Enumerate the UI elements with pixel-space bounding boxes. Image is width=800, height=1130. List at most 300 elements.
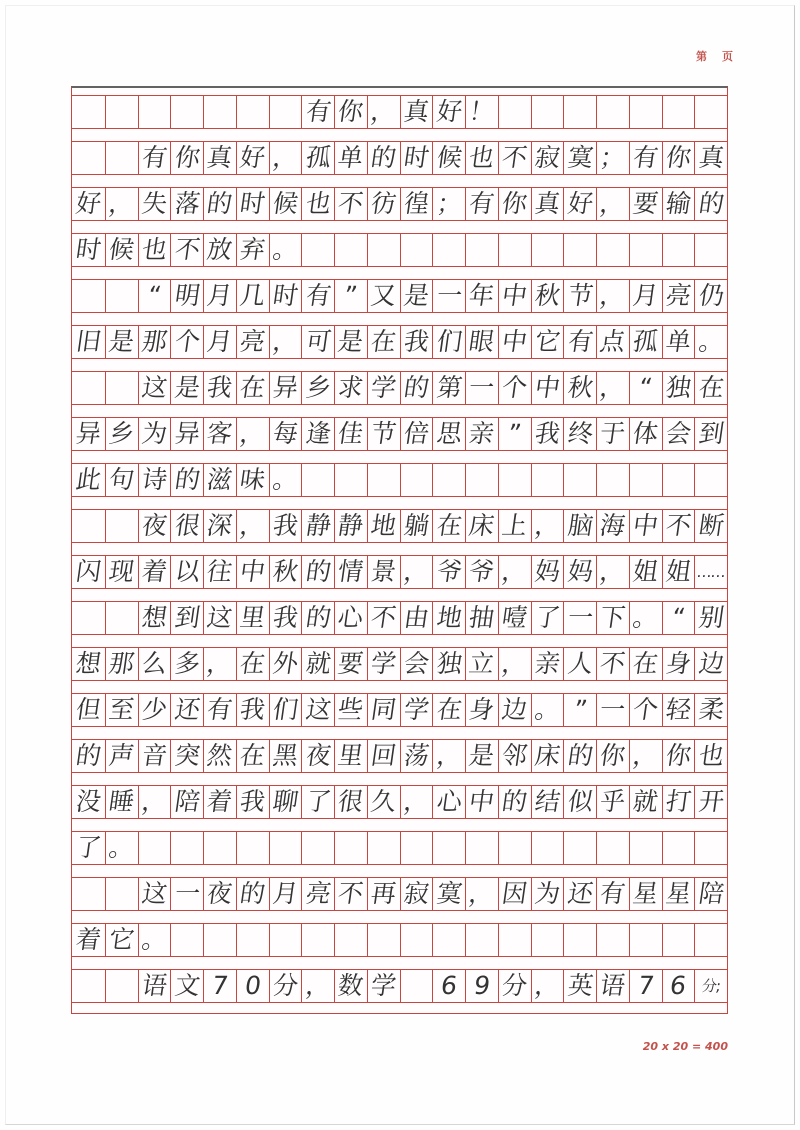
grid-cell bbox=[138, 372, 171, 404]
handwritten-character: ” bbox=[506, 419, 524, 448]
grid-cell bbox=[563, 234, 596, 266]
grid-cell bbox=[301, 602, 334, 634]
grid-cell bbox=[498, 740, 531, 772]
grid-cell bbox=[170, 142, 203, 174]
grid-cell bbox=[236, 602, 269, 634]
grid-cell bbox=[72, 142, 105, 174]
grid-cell bbox=[465, 648, 498, 680]
handwritten-character: 。 bbox=[107, 833, 137, 862]
handwritten-character: 一 bbox=[598, 695, 628, 724]
handwritten-character: 的 bbox=[565, 741, 595, 770]
handwritten-character: 在 bbox=[696, 373, 726, 402]
grid-cell bbox=[563, 970, 596, 1002]
handwritten-character: 不 bbox=[369, 603, 399, 632]
grid-cell bbox=[105, 464, 138, 496]
handwritten-character: 秋 bbox=[270, 557, 300, 586]
grid-cell bbox=[105, 188, 138, 220]
grid-cell bbox=[334, 418, 367, 450]
handwritten-character: 心 bbox=[434, 787, 464, 816]
grid-cell bbox=[694, 878, 727, 910]
handwritten-character: 妈 bbox=[532, 557, 562, 586]
grid-cell bbox=[400, 142, 433, 174]
handwritten-character: 有 bbox=[598, 879, 628, 908]
grid-cell bbox=[367, 142, 400, 174]
grid-cell bbox=[662, 372, 695, 404]
handwritten-character: 想 bbox=[73, 649, 103, 678]
grid-cell bbox=[236, 142, 269, 174]
grid-cell bbox=[138, 556, 171, 588]
grid-cell bbox=[432, 372, 465, 404]
handwritten-character: 一 bbox=[565, 603, 595, 632]
grid-cell bbox=[301, 832, 334, 864]
handwritten-character: 再 bbox=[369, 879, 399, 908]
handwritten-character: 星 bbox=[663, 879, 693, 908]
grid-cell bbox=[563, 326, 596, 358]
grid-cell bbox=[662, 694, 695, 726]
handwritten-character: 亮 bbox=[663, 281, 693, 310]
handwritten-character: 脑 bbox=[565, 511, 595, 540]
handwritten-character: ， bbox=[369, 97, 399, 126]
grid-cell bbox=[498, 648, 531, 680]
handwritten-character: 的 bbox=[303, 603, 333, 632]
grid-cell bbox=[170, 510, 203, 542]
handwritten-character: 的 bbox=[500, 787, 530, 816]
grid-cell bbox=[563, 510, 596, 542]
handwritten-character: 地 bbox=[369, 511, 399, 540]
grid-cell bbox=[465, 234, 498, 266]
handwritten-character: 陪 bbox=[172, 787, 202, 816]
grid-cell bbox=[72, 372, 105, 404]
grid-cell bbox=[694, 970, 727, 1002]
grid-cell bbox=[105, 372, 138, 404]
handwritten-character: 了 bbox=[73, 833, 103, 862]
grid-cell bbox=[367, 740, 400, 772]
grid-cell bbox=[432, 970, 465, 1002]
grid-cell bbox=[629, 418, 662, 450]
grid-cell bbox=[432, 142, 465, 174]
grid-cell bbox=[170, 786, 203, 818]
grid-cell bbox=[105, 326, 138, 358]
handwritten-character: 多 bbox=[172, 649, 202, 678]
grid-cell bbox=[203, 648, 236, 680]
text-row bbox=[72, 693, 727, 727]
grid-cell bbox=[662, 786, 695, 818]
grid-cell bbox=[563, 924, 596, 956]
grid-cell bbox=[367, 188, 400, 220]
grid-cell bbox=[170, 464, 203, 496]
grid-cell bbox=[138, 602, 171, 634]
grid-cell bbox=[72, 418, 105, 450]
handwritten-character: 还 bbox=[172, 695, 202, 724]
grid-cell bbox=[596, 464, 629, 496]
grid-cell bbox=[301, 326, 334, 358]
handwritten-character: 为 bbox=[532, 879, 562, 908]
handwritten-character: 时 bbox=[73, 235, 103, 264]
handwritten-character: 会 bbox=[401, 649, 431, 678]
grid-cell bbox=[400, 464, 433, 496]
grid-cell bbox=[138, 970, 171, 1002]
grid-cell bbox=[334, 602, 367, 634]
grid-cell bbox=[400, 188, 433, 220]
grid-cell bbox=[629, 556, 662, 588]
grid-cell bbox=[662, 832, 695, 864]
grid-cell bbox=[498, 556, 531, 588]
grid-cell bbox=[531, 970, 564, 1002]
handwritten-character: 好 bbox=[73, 189, 103, 218]
grid-cell bbox=[170, 280, 203, 312]
text-row bbox=[72, 233, 727, 267]
handwritten-character: 乡 bbox=[303, 373, 333, 402]
grid-cell bbox=[465, 188, 498, 220]
grid-cell bbox=[563, 648, 596, 680]
text-row bbox=[72, 141, 727, 175]
handwritten-character: 现 bbox=[107, 557, 137, 586]
handwritten-character: 月 bbox=[205, 327, 235, 356]
grid-cell bbox=[400, 970, 433, 1002]
handwritten-character: 。 bbox=[532, 695, 562, 724]
handwritten-character: 下 bbox=[598, 603, 628, 632]
grid-cell bbox=[662, 924, 695, 956]
grid-cell bbox=[465, 786, 498, 818]
handwritten-character: 那 bbox=[107, 649, 137, 678]
grid-cell bbox=[367, 372, 400, 404]
grid-cell bbox=[432, 96, 465, 128]
handwritten-character: ， bbox=[139, 787, 169, 816]
handwritten-character: 结 bbox=[532, 787, 562, 816]
handwritten-character: 真 bbox=[205, 143, 235, 172]
grid-cell bbox=[105, 96, 138, 128]
grid-cell bbox=[694, 280, 727, 312]
handwritten-character: 。 bbox=[631, 603, 661, 632]
handwritten-character: 中 bbox=[238, 557, 268, 586]
grid-cell bbox=[662, 326, 695, 358]
handwritten-character: 黑 bbox=[270, 741, 300, 770]
handwritten-character: 深 bbox=[205, 511, 235, 540]
grid-cell bbox=[72, 510, 105, 542]
grid-cell bbox=[236, 280, 269, 312]
handwritten-character: 在 bbox=[238, 741, 268, 770]
grid-cell bbox=[563, 418, 596, 450]
text-row bbox=[72, 371, 727, 405]
grid-cell bbox=[269, 188, 302, 220]
handwritten-character: “ bbox=[145, 281, 163, 310]
grid-cell bbox=[236, 326, 269, 358]
handwritten-character: 是 bbox=[467, 741, 497, 770]
handwritten-character: 终 bbox=[565, 419, 595, 448]
grid-cell bbox=[236, 970, 269, 1002]
handwritten-character: 数 bbox=[336, 971, 366, 1000]
grid-cell bbox=[662, 878, 695, 910]
handwritten-character: 学 bbox=[401, 695, 431, 724]
handwritten-character: 输 bbox=[663, 189, 693, 218]
grid-cell bbox=[367, 924, 400, 956]
handwritten-character: 语 bbox=[139, 971, 169, 1000]
handwritten-character: 轻 bbox=[663, 695, 693, 724]
handwritten-character: 聊 bbox=[270, 787, 300, 816]
handwritten-character: 学 bbox=[369, 971, 399, 1000]
grid-cell bbox=[138, 786, 171, 818]
handwritten-character: 没 bbox=[73, 787, 103, 816]
handwritten-character: 有 bbox=[303, 97, 333, 126]
grid-cell bbox=[105, 418, 138, 450]
grid-cell bbox=[400, 556, 433, 588]
handwritten-character: ； bbox=[598, 143, 628, 172]
handwritten-character: 6 bbox=[668, 971, 689, 1000]
grid-cell bbox=[367, 556, 400, 588]
handwritten-character: 学 bbox=[369, 649, 399, 678]
handwritten-character: 也 bbox=[139, 235, 169, 264]
grid-cell bbox=[138, 464, 171, 496]
handwritten-character: 学 bbox=[369, 373, 399, 402]
grid-cell bbox=[170, 234, 203, 266]
grid-cell bbox=[203, 786, 236, 818]
handwritten-character: 好 bbox=[565, 189, 595, 218]
grid-cell bbox=[105, 924, 138, 956]
grid-cell bbox=[694, 510, 727, 542]
grid-cell bbox=[367, 602, 400, 634]
handwritten-character: 噎 bbox=[500, 603, 530, 632]
handwritten-character: 它 bbox=[532, 327, 562, 356]
handwritten-character: 中 bbox=[500, 281, 530, 310]
page-number-label: 第 页 bbox=[696, 50, 735, 63]
grid-cell bbox=[334, 188, 367, 220]
handwritten-character: 静 bbox=[303, 511, 333, 540]
grid-cell bbox=[105, 970, 138, 1002]
grid-cell bbox=[694, 832, 727, 864]
grid-cell bbox=[694, 234, 727, 266]
grid-cell bbox=[498, 924, 531, 956]
handwritten-character: 不 bbox=[663, 511, 693, 540]
handwritten-character: 明 bbox=[172, 281, 202, 310]
handwritten-character: 异 bbox=[172, 419, 202, 448]
grid-cell bbox=[465, 832, 498, 864]
grid-cell bbox=[694, 924, 727, 956]
grid-cell bbox=[367, 464, 400, 496]
handwritten-character: 夜 bbox=[205, 879, 235, 908]
grid-cell bbox=[465, 142, 498, 174]
grid-cell bbox=[596, 326, 629, 358]
grid-cell bbox=[662, 648, 695, 680]
grid-cell bbox=[694, 648, 727, 680]
grid-cell bbox=[498, 878, 531, 910]
grid-cell bbox=[301, 740, 334, 772]
handwritten-character: 时 bbox=[238, 189, 268, 218]
grid-cell bbox=[203, 234, 236, 266]
handwritten-character: 时 bbox=[270, 281, 300, 310]
grid-cell bbox=[432, 694, 465, 726]
grid-cell bbox=[465, 418, 498, 450]
grid-cell bbox=[563, 280, 596, 312]
grid-cell bbox=[269, 832, 302, 864]
grid-cell bbox=[105, 878, 138, 910]
handwritten-character: 又 bbox=[369, 281, 399, 310]
handwritten-character: 要 bbox=[336, 649, 366, 678]
grid-cell bbox=[629, 372, 662, 404]
handwritten-character: 孤 bbox=[631, 327, 661, 356]
grid-cell bbox=[105, 510, 138, 542]
grid-cell bbox=[367, 878, 400, 910]
grid-cell bbox=[367, 510, 400, 542]
handwritten-character: 第 bbox=[434, 373, 464, 402]
grid-cell bbox=[236, 96, 269, 128]
grid-cell bbox=[269, 786, 302, 818]
grid-cell bbox=[662, 142, 695, 174]
grid-cell bbox=[465, 694, 498, 726]
grid-cell bbox=[662, 602, 695, 634]
grid-cell bbox=[72, 602, 105, 634]
handwritten-character: 秋 bbox=[532, 281, 562, 310]
text-row bbox=[72, 95, 727, 129]
grid-cell bbox=[367, 648, 400, 680]
handwritten-character: 语 bbox=[598, 971, 628, 1000]
handwritten-character: 姐 bbox=[631, 557, 661, 586]
handwritten-character: 句 bbox=[107, 465, 137, 494]
grid-cell bbox=[170, 326, 203, 358]
handwritten-character: 有 bbox=[565, 327, 595, 356]
grid-cell bbox=[596, 372, 629, 404]
grid-cell bbox=[334, 878, 367, 910]
grid-cell bbox=[400, 694, 433, 726]
handwritten-character: 不 bbox=[598, 649, 628, 678]
grid-cell bbox=[72, 188, 105, 220]
handwritten-character: 你 bbox=[500, 189, 530, 218]
handwritten-character: 每 bbox=[270, 419, 300, 448]
grid-cell bbox=[72, 648, 105, 680]
grid-cell bbox=[367, 326, 400, 358]
handwritten-character: 单 bbox=[663, 327, 693, 356]
handwritten-character: 在 bbox=[434, 511, 464, 540]
handwritten-character: 边 bbox=[696, 649, 726, 678]
handwritten-character: 些 bbox=[336, 695, 366, 724]
text-row bbox=[72, 509, 727, 543]
grid-cell bbox=[138, 96, 171, 128]
grid-cell bbox=[72, 924, 105, 956]
grid-cell bbox=[498, 188, 531, 220]
handwritten-character: 你 bbox=[172, 143, 202, 172]
grid-cell bbox=[563, 740, 596, 772]
grid-cell bbox=[138, 694, 171, 726]
grid-cell bbox=[432, 234, 465, 266]
handwritten-character: ， bbox=[107, 189, 137, 218]
handwritten-character: 6 bbox=[439, 971, 460, 1000]
handwritten-character: 妈 bbox=[565, 557, 595, 586]
handwritten-character: ， bbox=[303, 971, 333, 1000]
grid-cell bbox=[400, 832, 433, 864]
grid-cell bbox=[694, 372, 727, 404]
grid-count-note: 20 x 20 = 400 bbox=[642, 1040, 728, 1053]
grid-cell bbox=[662, 970, 695, 1002]
grid-cell bbox=[629, 280, 662, 312]
handwritten-character: 它 bbox=[107, 925, 137, 954]
handwritten-character: 外 bbox=[270, 649, 300, 678]
grid-cell bbox=[694, 96, 727, 128]
grid-cell bbox=[596, 234, 629, 266]
handwritten-character: 就 bbox=[631, 787, 661, 816]
grid-cell bbox=[531, 96, 564, 128]
handwritten-character: 个 bbox=[500, 373, 530, 402]
text-row bbox=[72, 831, 727, 865]
handwritten-character: 我 bbox=[270, 603, 300, 632]
grid-cell bbox=[138, 326, 171, 358]
handwritten-character: 同 bbox=[369, 695, 399, 724]
grid-cell bbox=[334, 648, 367, 680]
grid-cell bbox=[269, 556, 302, 588]
grid-cell bbox=[138, 648, 171, 680]
grid-cell bbox=[531, 142, 564, 174]
grid-cell bbox=[334, 464, 367, 496]
handwritten-character: 会 bbox=[663, 419, 693, 448]
handwritten-character: 落 bbox=[172, 189, 202, 218]
grid-cell bbox=[531, 372, 564, 404]
grid-cell bbox=[400, 602, 433, 634]
handwritten-character: 的 bbox=[172, 465, 202, 494]
grid-cell bbox=[596, 832, 629, 864]
handwritten-character: 滋 bbox=[205, 465, 235, 494]
grid-cell bbox=[596, 96, 629, 128]
grid-cell bbox=[170, 694, 203, 726]
grid-cell bbox=[236, 234, 269, 266]
grid-cell bbox=[400, 740, 433, 772]
grid-cell bbox=[662, 464, 695, 496]
handwritten-character: 着 bbox=[73, 925, 103, 954]
handwritten-character: 的 bbox=[73, 741, 103, 770]
handwritten-character: 也 bbox=[303, 189, 333, 218]
handwritten-character: 突 bbox=[172, 741, 202, 770]
grid-cell bbox=[72, 326, 105, 358]
grid-cell bbox=[662, 556, 695, 588]
handwritten-character: 寂 bbox=[532, 143, 562, 172]
handwritten-character: 身 bbox=[663, 649, 693, 678]
handwritten-character: 在 bbox=[238, 649, 268, 678]
handwritten-character: 味 bbox=[238, 465, 268, 494]
grid-cell bbox=[334, 556, 367, 588]
text-row bbox=[72, 187, 727, 221]
grid-cell bbox=[498, 510, 531, 542]
grid-cell bbox=[432, 464, 465, 496]
grid-cell bbox=[236, 556, 269, 588]
grid-cell bbox=[203, 510, 236, 542]
grid-cell bbox=[531, 602, 564, 634]
handwritten-character: 异 bbox=[73, 419, 103, 448]
grid-cell bbox=[138, 740, 171, 772]
handwritten-character: 候 bbox=[434, 143, 464, 172]
grid-cell bbox=[400, 648, 433, 680]
handwritten-character: 你 bbox=[663, 143, 693, 172]
grid-cell bbox=[432, 280, 465, 312]
handwritten-character: 到 bbox=[172, 603, 202, 632]
grid-cell bbox=[301, 694, 334, 726]
handwritten-character: ， bbox=[401, 557, 431, 586]
handwritten-character: 乎 bbox=[598, 787, 628, 816]
handwritten-character: 真 bbox=[401, 97, 431, 126]
handwritten-character: 逢 bbox=[303, 419, 333, 448]
grid-cell bbox=[694, 418, 727, 450]
grid-cell bbox=[105, 556, 138, 588]
handwritten-character: …… bbox=[695, 563, 727, 581]
grid-cell bbox=[269, 970, 302, 1002]
grid-cell bbox=[596, 510, 629, 542]
handwritten-character: 我 bbox=[205, 373, 235, 402]
grid-cell bbox=[432, 832, 465, 864]
grid-cell bbox=[531, 556, 564, 588]
grid-cell bbox=[563, 96, 596, 128]
grid-cell bbox=[301, 372, 334, 404]
handwritten-character: 好 bbox=[434, 97, 464, 126]
grid-cell bbox=[465, 740, 498, 772]
grid-cell bbox=[367, 970, 400, 1002]
handwritten-character: 亮 bbox=[303, 879, 333, 908]
grid-cell bbox=[498, 602, 531, 634]
